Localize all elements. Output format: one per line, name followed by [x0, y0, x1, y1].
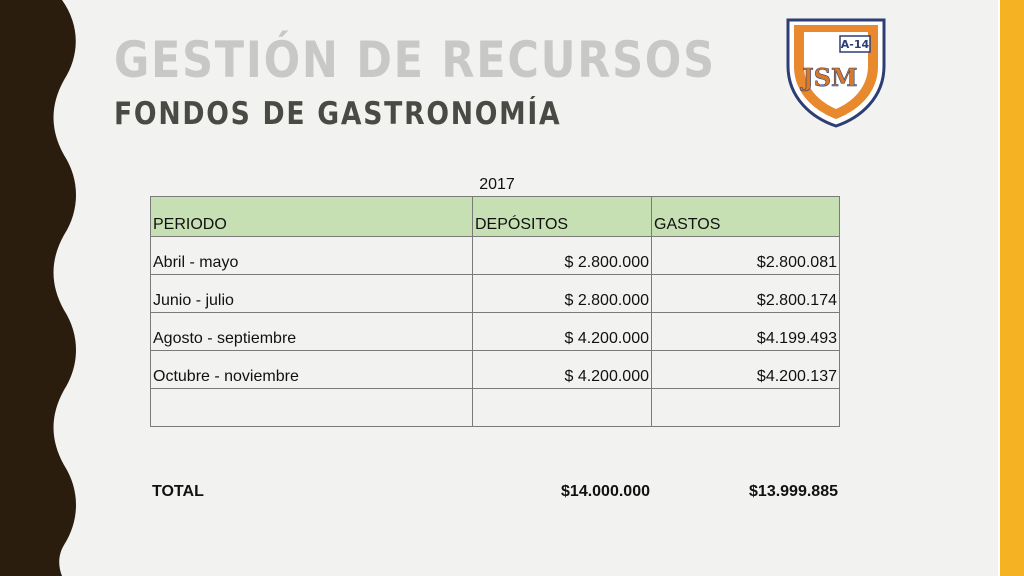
- table-row: [151, 313, 840, 351]
- table-year-label: 2017: [479, 176, 515, 193]
- header-depositos: DEPÓSITOS: [473, 197, 652, 237]
- cell-periodo: Abril - mayo: [151, 237, 473, 275]
- cell-periodo: Junio - julio: [151, 275, 473, 313]
- cell-periodo: Agosto - septiembre: [151, 313, 473, 351]
- logo-monogram: JSM: [802, 63, 858, 92]
- logo-label: A-14: [840, 38, 870, 51]
- right-accent-bar: [1000, 0, 1024, 576]
- cell-gastos: [652, 389, 840, 427]
- school-crest-logo: [784, 14, 888, 130]
- cell-depositos: $ 2.800.000: [473, 237, 652, 275]
- cell-periodo: Octubre - noviembre: [151, 351, 473, 389]
- cell-depositos: [473, 389, 652, 427]
- cell-gastos: $4.200.137: [652, 351, 840, 389]
- cell-gastos: $2.800.174: [652, 275, 840, 313]
- header-gastos: GASTOS: [652, 197, 840, 237]
- table-row: [151, 237, 840, 275]
- left-decorative-band: [0, 0, 90, 576]
- table-header-row: [151, 197, 840, 237]
- total-label: TOTAL: [152, 483, 204, 500]
- slide-title: GESTIÓN DE RECURSOS: [114, 31, 716, 89]
- cell-gastos: $2.800.081: [652, 237, 840, 275]
- total-gastos: $13.999.885: [749, 483, 838, 500]
- total-depositos: $14.000.000: [561, 483, 650, 500]
- cell-depositos: $ 2.800.000: [473, 275, 652, 313]
- funds-table: [150, 196, 840, 427]
- table-row-empty: [151, 389, 840, 427]
- slide-subtitle: FONDOS DE GASTRONOMÍA: [114, 96, 562, 132]
- table-row: [151, 351, 840, 389]
- cell-gastos: $4.199.493: [652, 313, 840, 351]
- table-row: [151, 275, 840, 313]
- cell-depositos: $ 4.200.000: [473, 351, 652, 389]
- header-periodo: PERIODO: [151, 197, 473, 237]
- cell-periodo: [151, 389, 473, 427]
- cell-depositos: $ 4.200.000: [473, 313, 652, 351]
